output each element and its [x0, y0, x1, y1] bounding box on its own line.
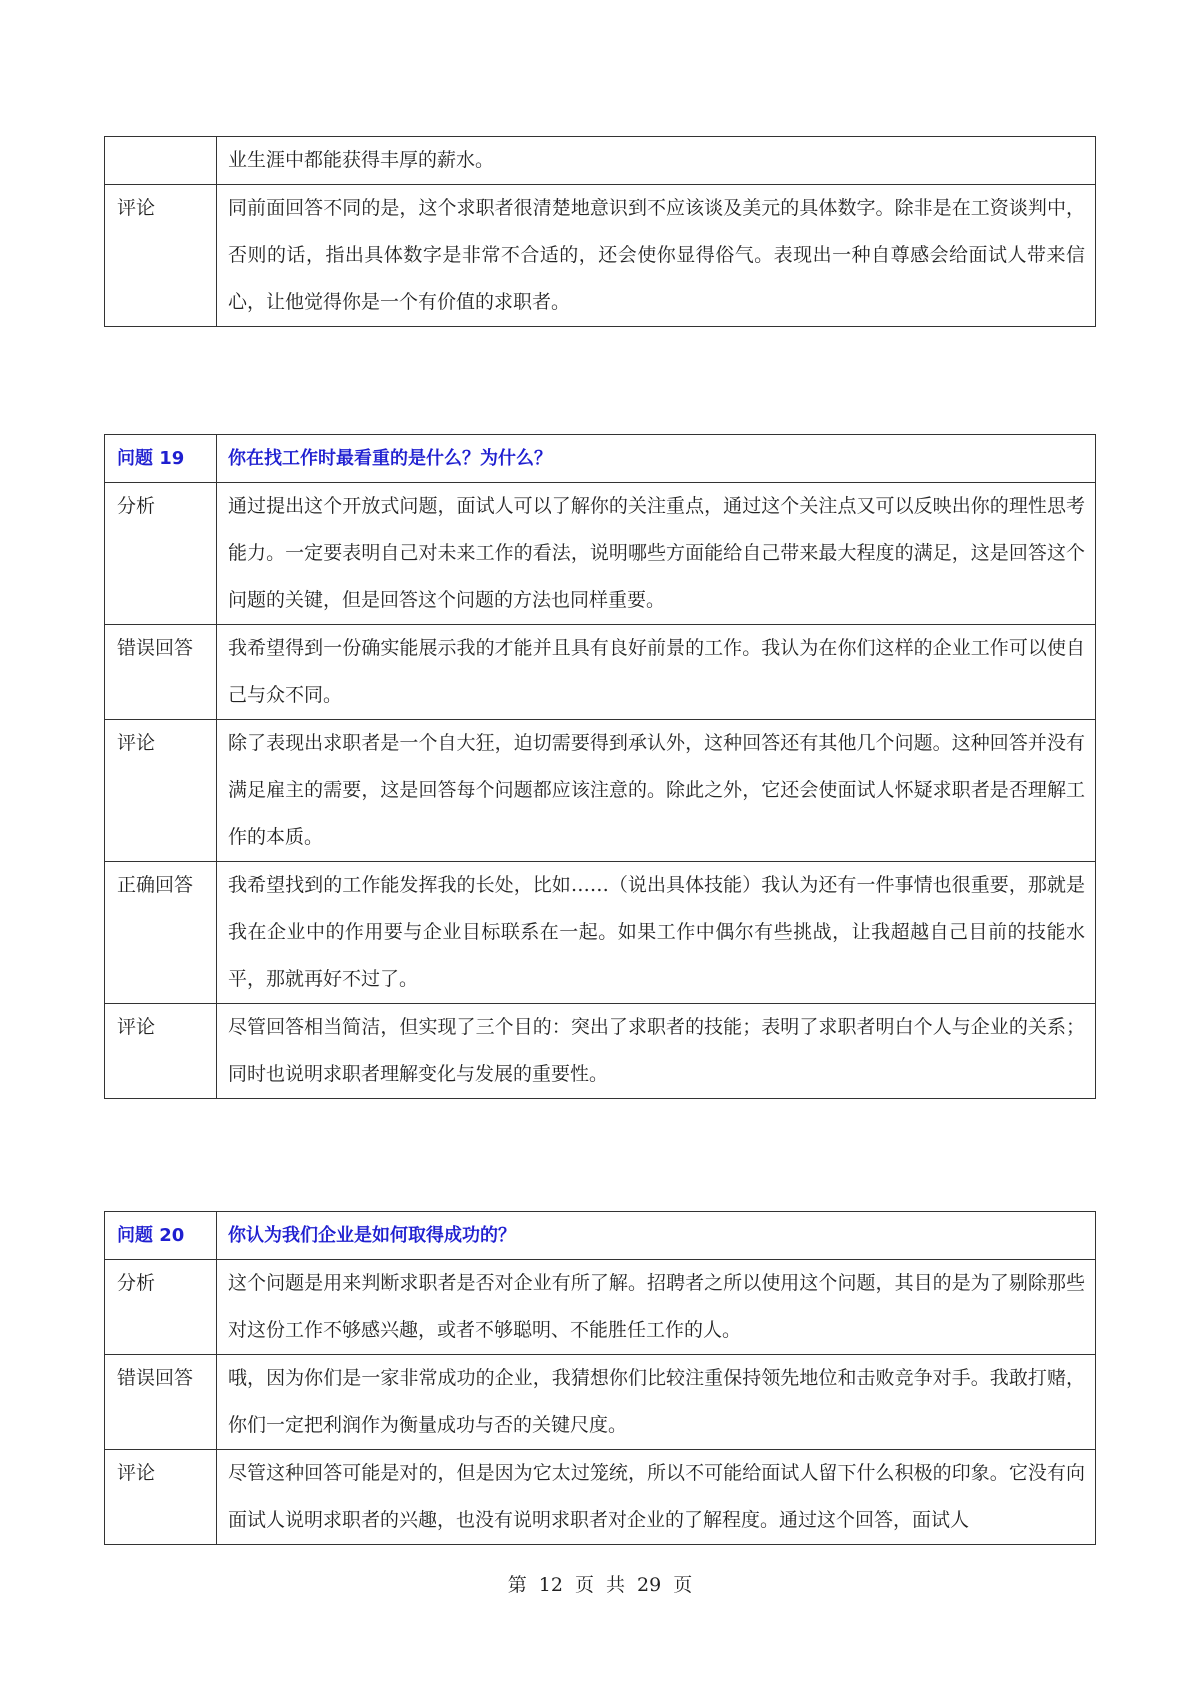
row-text: 尽管这种回答可能是对的，但是因为它太过笼统，所以不可能给面试人留下什么积极的印象。它没有向面试人说明求职者的兴趣，也没有说明求职者对企业的了解程度。通过这个回答，面试人: [217, 1450, 1096, 1545]
table-row: [105, 137, 1096, 185]
question-19-table: [104, 434, 1096, 1099]
question-number: 问题 20: [105, 1212, 217, 1260]
row-label: 评论: [105, 185, 217, 327]
row-text: 业生涯中都能获得丰厚的薪水。: [217, 137, 1096, 185]
row-label: 错误回答: [105, 625, 217, 720]
table-row: [105, 625, 1096, 720]
table-row: [105, 720, 1096, 862]
row-label: 错误回答: [105, 1355, 217, 1450]
table-row: [105, 862, 1096, 1004]
row-text: 通过提出这个开放式问题，面试人可以了解你的关注重点，通过这个关注点又可以反映出你的理性思考能力。一定要表明自己对未来工作的看法，说明哪些方面能给自己带来最大程度的满足，这是回答这个问题的关键，但是回答这个问题的方法也同样重要。: [217, 483, 1096, 625]
continuation-table: [104, 136, 1096, 327]
question-header: [105, 1212, 1096, 1260]
row-text: 我希望找到的工作能发挥我的长处，比如……（说出具体技能）我认为还有一件事情也很重要，那就是我在企业中的作用要与企业目标联系在一起。如果工作中偶尔有些挑战，让我超越自己目前的技能水平，那就再好不过了。: [217, 862, 1096, 1004]
page-footer: 第 12 页 共 29 页: [507, 1574, 693, 1596]
row-text: 尽管回答相当简洁，但实现了三个目的：突出了求职者的技能；表明了求职者明白个人与企业的关系；同时也说明求职者理解变化与发展的重要性。: [217, 1004, 1096, 1099]
row-label: 分析: [105, 483, 217, 625]
row-label: 分析: [105, 1260, 217, 1355]
table-row: [105, 1004, 1096, 1099]
row-label: 评论: [105, 720, 217, 862]
row-label: 正确回答: [105, 862, 217, 1004]
table-row: [105, 185, 1096, 327]
row-text: 同前面回答不同的是，这个求职者很清楚地意识到不应该谈及美元的具体数字。除非是在工资谈判中，否则的话，指出具体数字是非常不合适的，还会使你显得俗气。表现出一种自尊感会给面试人带来信心，让他觉得你是一个有价值的求职者。: [217, 185, 1096, 327]
question-title: 你认为我们企业是如何取得成功的？: [217, 1212, 1096, 1260]
table-row: [105, 1355, 1096, 1450]
table-row: [105, 1450, 1096, 1545]
row-label: [105, 137, 217, 185]
table-row: [105, 1260, 1096, 1355]
table-row: [105, 483, 1096, 625]
question-20-table: [104, 1211, 1096, 1545]
question-number: 问题 19: [105, 435, 217, 483]
row-text: 除了表现出求职者是一个自大狂，迫切需要得到承认外，这种回答还有其他几个问题。这种回答并没有满足雇主的需要，这是回答每个问题都应该注意的。除此之外，它还会使面试人怀疑求职者是否理解工作的本质。: [217, 720, 1096, 862]
row-text: 哦，因为你们是一家非常成功的企业，我猜想你们比较注重保持领先地位和击败竞争对手。我敢打赌，你们一定把利润作为衡量成功与否的关键尺度。: [217, 1355, 1096, 1450]
row-label: 评论: [105, 1004, 217, 1099]
question-header: [105, 435, 1096, 483]
row-text: 这个问题是用来判断求职者是否对企业有所了解。招聘者之所以使用这个问题，其目的是为了剔除那些对这份工作不够感兴趣，或者不够聪明、不能胜任工作的人。: [217, 1260, 1096, 1355]
row-text: 我希望得到一份确实能展示我的才能并且具有良好前景的工作。我认为在你们这样的企业工作可以使自己与众不同。: [217, 625, 1096, 720]
row-label: 评论: [105, 1450, 217, 1545]
question-title: 你在找工作时最看重的是什么？为什么？: [217, 435, 1096, 483]
